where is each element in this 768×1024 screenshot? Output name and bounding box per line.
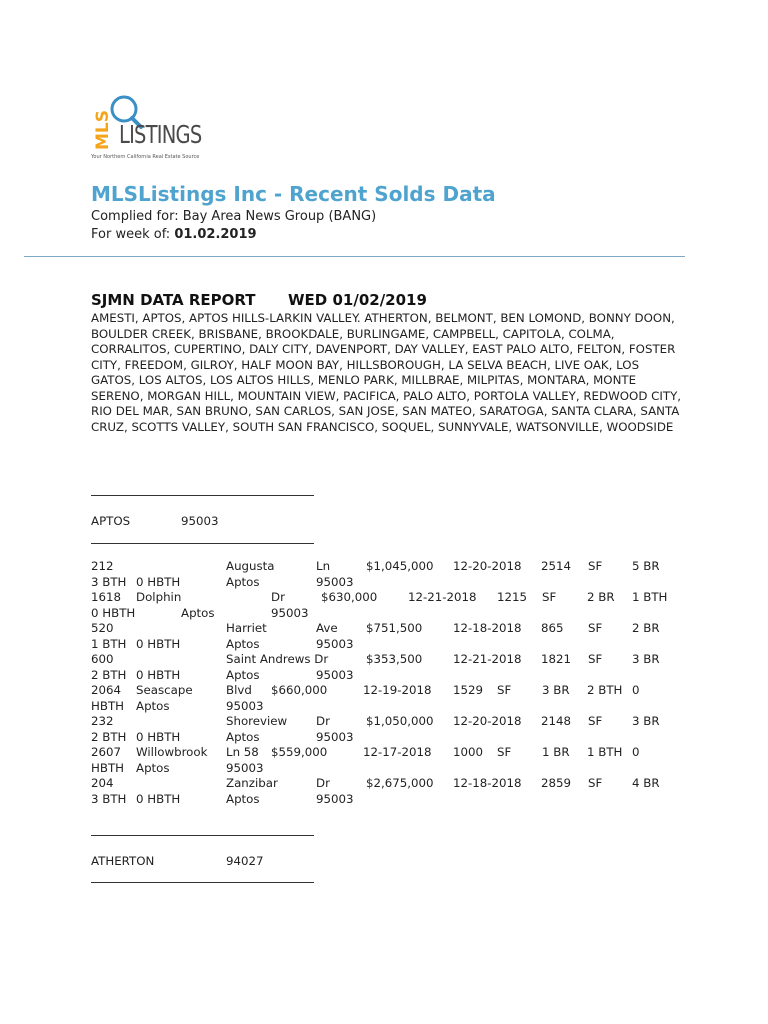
listing-field: 0 HBTH	[136, 667, 181, 682]
header-divider	[24, 256, 685, 257]
listing-field: $1,045,000	[366, 559, 434, 573]
separator-line	[91, 882, 314, 883]
area-city: APTOS	[91, 514, 131, 528]
listing-field: 0 HBTH	[136, 791, 181, 806]
listing-field: Ln 58	[226, 745, 259, 759]
listing-field: 1529	[453, 683, 484, 697]
listing-field: 95003	[316, 791, 354, 806]
listing-field: 0 HBTH	[91, 605, 136, 620]
listing-field: SF	[588, 776, 603, 790]
listing-field: 95003	[316, 729, 354, 744]
listing-field: 2 BTH	[91, 667, 127, 682]
listing-field: 3 BR	[632, 714, 660, 728]
listing-field: HBTH	[91, 698, 125, 713]
listing-field: 2859	[541, 776, 572, 790]
listing-field: 5 BR	[632, 559, 660, 573]
mlslistings-logo	[91, 92, 211, 164]
listing-field: 0 HBTH	[136, 729, 181, 744]
compiled-for-line	[91, 209, 376, 224]
listing-field: $353,500	[366, 652, 423, 666]
listing-field: Shoreview	[226, 714, 288, 728]
listing-field: 2 BTH	[587, 683, 623, 697]
listing-field: SF	[588, 621, 603, 635]
listing-field: 1 BR	[542, 745, 570, 759]
listing-field: Aptos	[226, 636, 260, 651]
listing-field: 12-20-2018	[453, 714, 522, 728]
listing-field: Aptos	[226, 574, 260, 589]
listing-field: 0 HBTH	[136, 574, 181, 589]
listing-field: SF	[588, 652, 603, 666]
listing-field: Aptos	[181, 605, 215, 620]
listing-field: 1 BTH	[587, 745, 623, 759]
listing-field: 2514	[541, 559, 572, 573]
listing-field: Dr	[316, 776, 330, 790]
listing-field: 3 BTH	[91, 574, 127, 589]
data-report-heading	[91, 291, 427, 309]
listing-field: 3 BTH	[91, 791, 127, 806]
area-zip: 94027	[226, 854, 264, 868]
listing-field: 600	[91, 652, 114, 666]
logo-vertical-text: MLS	[93, 110, 113, 150]
listing-field: SF	[497, 683, 512, 697]
listing-field: $1,050,000	[366, 714, 434, 728]
listing-field: 95003	[316, 574, 354, 589]
report-name: SJMN DATA REPORT	[91, 291, 256, 309]
listing-field: $559,000	[271, 745, 328, 759]
listing-field: 2 BR	[632, 621, 660, 635]
listing-field: 12-21-2018	[453, 652, 522, 666]
listing-field: 2 BR	[587, 590, 615, 604]
listing-field: Ave	[316, 621, 338, 635]
listing-field: 0	[632, 683, 640, 697]
listing-field: Aptos	[226, 667, 260, 682]
logo-wordmark: LISTINGS	[119, 120, 202, 149]
listing-field: Seascape	[136, 683, 193, 697]
listing-field: Aptos	[226, 729, 260, 744]
listing-field: SF	[497, 745, 512, 759]
listing-field: Aptos	[136, 698, 170, 713]
listing-field: SF	[542, 590, 557, 604]
listing-field: Harriet	[226, 621, 267, 635]
listing-field: 1 BTH	[91, 636, 127, 651]
listing-field: 4 BR	[632, 776, 660, 790]
area-zip: 95003	[181, 514, 219, 528]
listing-field: $630,000	[321, 590, 378, 604]
listing-field: SF	[588, 714, 603, 728]
listing-field: 1 BTH	[632, 590, 668, 604]
listing-field: 2064	[91, 683, 122, 697]
listing-field: 204	[91, 776, 114, 790]
listing-field: HBTH	[91, 760, 125, 775]
listing-field: 1821	[541, 652, 572, 666]
listing-field: Augusta	[226, 559, 275, 573]
listing-field: 12-18-2018	[453, 776, 522, 790]
listing-field: 95003	[316, 636, 354, 651]
listing-field: 12-18-2018	[453, 621, 522, 635]
listing-field: 95003	[226, 698, 264, 713]
listing-field: $751,500	[366, 621, 423, 635]
listing-field: Dolphin	[136, 590, 182, 604]
listing-field: Ln	[316, 559, 331, 573]
listing-field: 232	[91, 714, 114, 728]
listing-field: 0	[632, 745, 640, 759]
listing-field: 2 BTH	[91, 729, 127, 744]
listing-field: Dr	[271, 590, 285, 604]
separator-line	[91, 543, 314, 544]
listing-field: 1215	[497, 590, 528, 604]
listing-field: Blvd	[226, 683, 252, 697]
listing-field: 3 BR	[542, 683, 570, 697]
listing-field: 865	[541, 621, 564, 635]
listing-field: 2607	[91, 745, 122, 759]
listing-field: 1000	[453, 745, 484, 759]
week-line	[91, 227, 257, 242]
listing-field: Aptos	[226, 791, 260, 806]
week-label: For week of:	[91, 227, 171, 242]
listing-field: 3 BR	[632, 652, 660, 666]
listing-field: $660,000	[271, 683, 328, 697]
listing-field: $2,675,000	[366, 776, 434, 790]
listing-field: 212	[91, 559, 114, 573]
week-value: 01.02.2019	[174, 227, 257, 242]
listing-field: 95003	[226, 760, 264, 775]
compiled-for-label: Complied for: Bay Area News Group (BANG)	[91, 209, 377, 224]
listing-field: 12-17-2018	[363, 745, 432, 759]
aptos-listings	[91, 559, 691, 809]
city-list: AMESTI, APTOS, APTOS HILLS-LARKIN VALLEY. ATHERTON, BELMONT, BEN LOMOND, BONNY DOON, BOULDER CREEK, BRISBANE, BROOKDALE, BURLINGAME, CAMPBELL, CAPITOLA, COLMA, CORRALITOS, CUPERTINO, DALY CITY, DAVENPORT, DAY VALLEY, EAST PALO ALTO, FELTON, FOSTER CITY, FREEDOM, GILROY, HALF MOON BAY, HILLSBOROUGH, LA SELVA BEACH, LIVE OAK, LOS GATOS, LOS ALTOS, LOS ALTOS HILLS, MENLO PARK, MILLBRAE, MILPITAS, MONTARA, MONTE SERENO, MORGAN HILL, MOUNTAIN VIEW, PACIFICA, PALO ALTO, PORTOLA VALLEY, REDWOOD CITY, RIO DEL MAR, SAN BRUNO, SAN CARLOS, SAN JOSE, SAN MATEO, SARATOGA, SANTA CLARA, SANTA CRUZ, SCOTTS VALLEY, SOUTH SAN FRANCISCO, SOQUEL, SUNNYVALE, WATSONVILLE, WOODSIDE	[91, 311, 682, 434]
listing-field: 520	[91, 621, 114, 635]
separator-line	[91, 495, 314, 496]
report-date: WED 01/02/2019	[288, 291, 427, 309]
listing-field: 1618	[91, 590, 122, 604]
report-title: MLSListings Inc - Recent Solds Data	[91, 182, 496, 206]
listing-field: SF	[588, 559, 603, 573]
listing-field: 95003	[316, 667, 354, 682]
listing-field: Aptos	[136, 760, 170, 775]
listing-field: 12-19-2018	[363, 683, 432, 697]
area-city: ATHERTON	[91, 854, 155, 868]
listing-field: Dr	[316, 714, 330, 728]
listing-field: Willowbrook	[136, 745, 208, 759]
listing-field: 95003	[271, 605, 309, 620]
logo-tagline: Your Northern California Real Estate Source	[91, 154, 200, 160]
separator-line	[91, 835, 314, 836]
listing-field: 0 HBTH	[136, 636, 181, 651]
listing-field: Zanzibar	[226, 776, 278, 790]
listing-field: 12-20-2018	[453, 559, 522, 573]
listing-field: 12-21-2018	[408, 590, 477, 604]
listing-field: Saint Andrews Dr	[226, 652, 329, 666]
listing-field: 2148	[541, 714, 572, 728]
